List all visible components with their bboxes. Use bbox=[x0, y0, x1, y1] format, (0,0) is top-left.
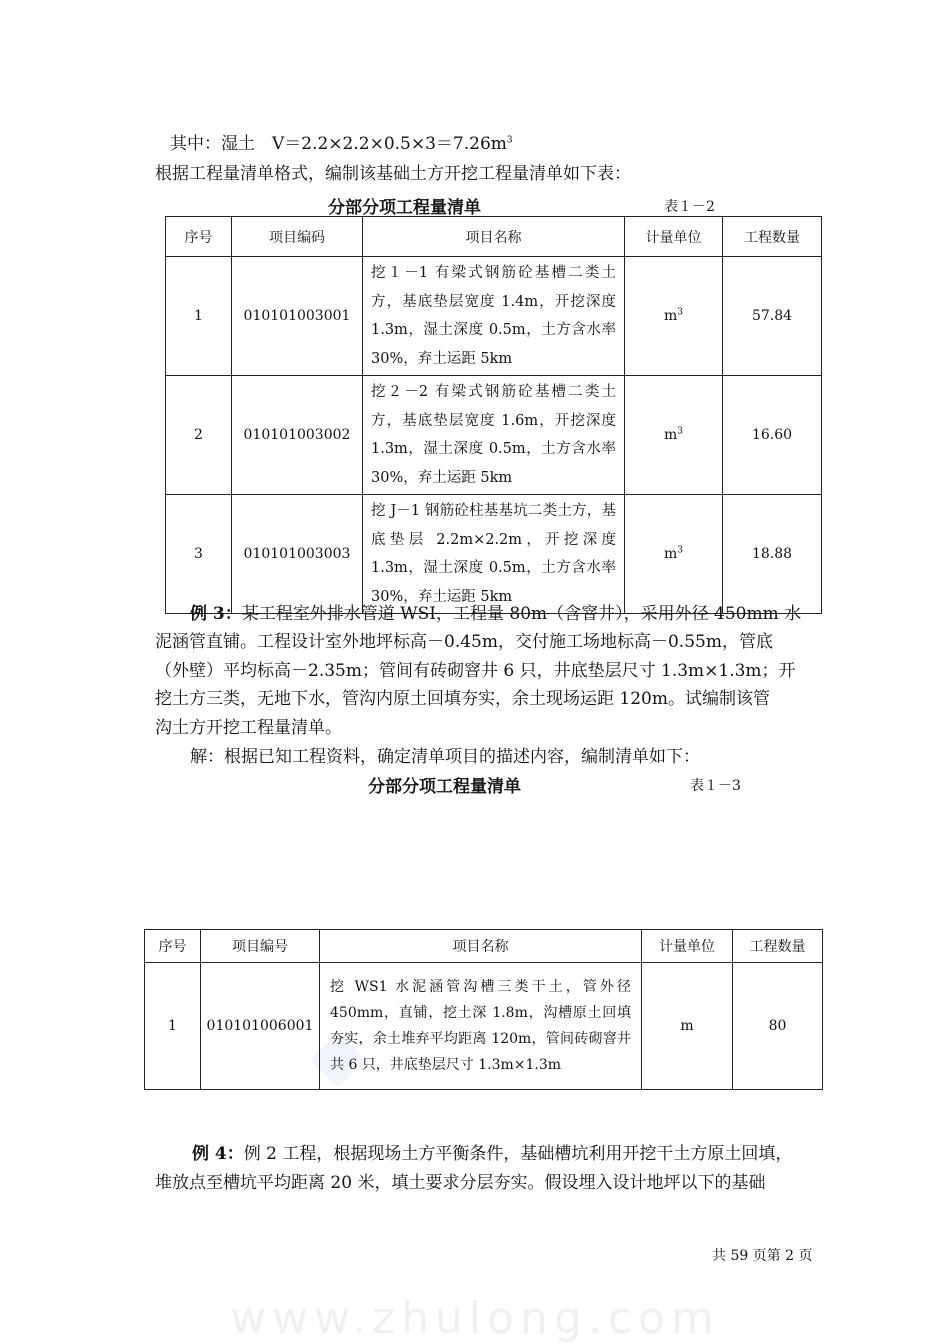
unit-cell: m bbox=[642, 963, 733, 1090]
example3-line-4: 挖土方三类，无地下水，管沟内原土回填夯实，余土现场运距 120m。试编制该管 bbox=[155, 689, 770, 709]
solution-line: 解：根据已知工程资料，确定清单项目的描述内容，编制清单如下： bbox=[190, 747, 700, 767]
header-cell: 项目名称 bbox=[363, 217, 625, 257]
table2-title: 分部分项工程量清单 bbox=[368, 777, 521, 797]
quantity-table-1 bbox=[165, 216, 822, 614]
table1-title: 分部分项工程量清单 bbox=[328, 198, 481, 218]
header-cell: 项目名称 bbox=[320, 930, 642, 963]
header-cell: 工程数量 bbox=[723, 217, 822, 257]
table2-number: 表１－3 bbox=[690, 778, 741, 794]
item-description: 挖１－1 有梁式钢筋砼基槽二类土方，基底垫层宽度 1.4m，开挖深度 1.3m，湿土深度 0.5m，土方含水率 30%，弃土运距 5km bbox=[363, 257, 625, 376]
item-code: 010101003003 bbox=[232, 495, 363, 614]
example4-label: 例 4 bbox=[192, 1144, 227, 1164]
item-description: 挖 J－1 钢筋砼柱基基坑二类土方，基底垫层 2.2m×2.2m，开挖深度 1.3m，湿土深度 0.5m，土方含水率 30%，弃土运距 5km bbox=[363, 495, 625, 614]
table1-number: 表１－2 bbox=[664, 199, 715, 215]
example4-line-1: 例 4：例 2 工程，根据现场土方平衡条件，基础槽坑利用开挖干土方原土回填， bbox=[192, 1144, 793, 1164]
quantity-cell: 18.88 bbox=[723, 495, 822, 614]
table-header-row bbox=[166, 217, 822, 257]
item-code: 010101003002 bbox=[232, 376, 363, 495]
unit-cell: $m^3$ bbox=[625, 257, 723, 376]
example3-line-2: 泥涵管直铺。工程设计室外地坪标高－0.45m，交付施工场地标高－0.55m，管底 bbox=[155, 632, 773, 652]
table-row bbox=[166, 495, 822, 614]
quantity-cell: 57.84 bbox=[723, 257, 822, 376]
row-number: 1 bbox=[145, 963, 201, 1090]
row-number: 3 bbox=[166, 495, 232, 614]
calc-line: 其中：湿土 $V=2.2\times 2.2\times 0.5\times 3=7.26m^3$ bbox=[170, 134, 513, 154]
item-description: 挖２－2 有梁式钢筋砼基槽二类土方，基底垫层宽度 1.6m，开挖深度 1.3m，湿土深度 0.5m，土方含水率 30%，弃土运距 5km bbox=[363, 376, 625, 495]
row-number: 2 bbox=[166, 376, 232, 495]
row-number: 1 bbox=[166, 257, 232, 376]
header-cell: 计量单位 bbox=[625, 217, 723, 257]
header-cell: 项目编码 bbox=[232, 217, 363, 257]
item-code: 010101006001 bbox=[201, 963, 320, 1090]
quantity-table-2 bbox=[144, 929, 823, 1090]
table-row bbox=[166, 257, 822, 376]
header-cell: 计量单位 bbox=[642, 930, 733, 963]
example3-label: 例 3 bbox=[190, 604, 225, 624]
header-cell: 序号 bbox=[145, 930, 201, 963]
example3-line-3: （外壁）平均标高－2.35m；管间有砖砌窨井 6 只，井底垫层尺寸 1.3m×1.3m；开 bbox=[155, 661, 796, 681]
watermark: www.zhulong.com bbox=[230, 1293, 720, 1344]
unit-cell: $m^3$ bbox=[625, 495, 723, 614]
item-description: 挖 WS1 水泥涵管沟槽三类干土，管外径 450mm，直铺，挖土深 1.8m，沟槽原土回填夯实，余土堆弃平均距离 120m，管间砖砌窨井共 6 只，井底垫层尺寸 1.3m×1.3m bbox=[320, 963, 642, 1090]
table-row bbox=[145, 963, 823, 1090]
table-header-row bbox=[145, 930, 823, 963]
item-code: 010101003001 bbox=[232, 257, 363, 376]
page-footer: 共 59 页第 2 页 bbox=[712, 1248, 813, 1264]
quantity-cell: 16.60 bbox=[723, 376, 822, 495]
unit-cell: $m^3$ bbox=[625, 376, 723, 495]
intro-line: 根据工程量清单格式，编制该基础土方开挖工程量清单如下表： bbox=[155, 164, 631, 184]
header-cell: 工程数量 bbox=[733, 930, 823, 963]
example4-line-2: 堆放点至槽坑平均距离 20 米，填土要求分层夯实。假设埋入设计地坪以下的基础 bbox=[155, 1173, 766, 1193]
example3-line-5: 沟土方开挖工程量清单。 bbox=[155, 718, 342, 738]
header-cell: 项目编号 bbox=[201, 930, 320, 963]
example3-line-1: 例 3：某工程室外排水管道 WSI，工程量 80m（含窨井），采用外径 450mm 水 bbox=[190, 604, 802, 624]
quantity-cell: 80 bbox=[733, 963, 823, 1090]
table-row bbox=[166, 376, 822, 495]
header-cell: 序号 bbox=[166, 217, 232, 257]
